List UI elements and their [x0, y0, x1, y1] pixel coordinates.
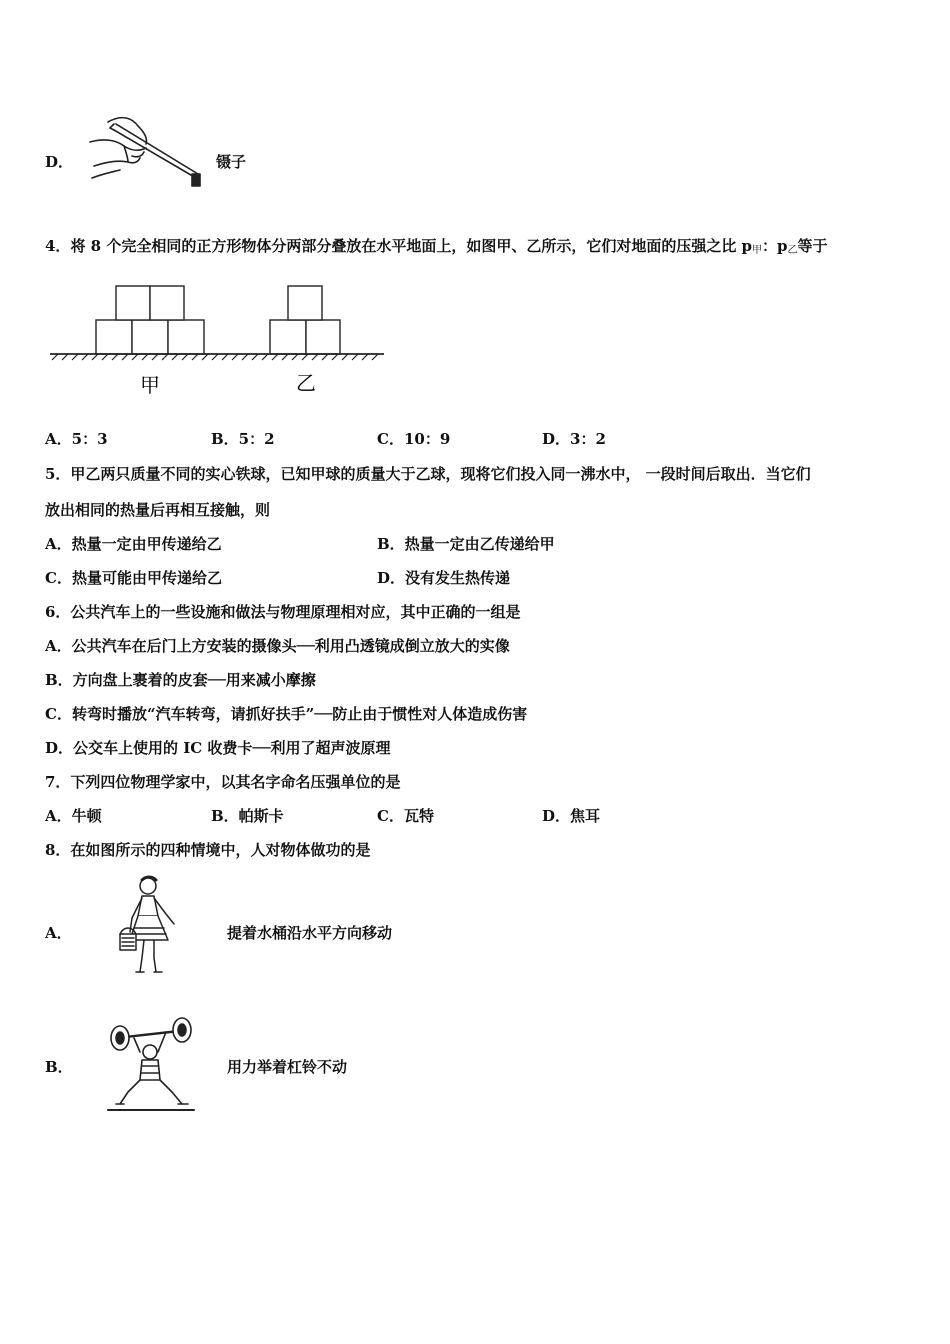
block	[168, 320, 204, 354]
q7-option-c: C．瓦特	[377, 807, 434, 825]
q5-option-d: D．没有发生热传递	[377, 569, 511, 587]
block	[288, 286, 322, 320]
q4-option-b: B．5：2	[211, 430, 275, 448]
q8-option-a-caption: 提着水桶沿水平方向移动	[227, 924, 393, 942]
q4-number: 4．	[45, 237, 71, 255]
q6-option-d: D．公交车上使用的 IC 收费卡──利用了超声波原理	[45, 739, 391, 757]
arm-right	[158, 1032, 166, 1052]
leg-left	[140, 940, 144, 972]
q4-blocks-figure	[48, 280, 388, 400]
q4-option-a: A．5：3	[45, 430, 108, 448]
leg-right	[160, 1080, 182, 1104]
q4-stem-text: 将 8 个完全相同的正方形物体分两部分叠放在水平地面上，如图甲、乙所示，它们对地面的压强之比 p	[70, 237, 753, 255]
leg-right	[154, 940, 156, 972]
q4-option-c: C．10：9	[377, 430, 451, 448]
ground	[50, 354, 384, 360]
q7-option-a: A．牛顿	[45, 807, 102, 825]
q4-sub-jia: 甲	[752, 245, 763, 256]
block	[306, 320, 340, 354]
q4-sub-yi: 乙	[787, 245, 798, 256]
q6-option-a: A．公共汽车在后门上方安装的摄像头──利用凸透镜成倒立放大的实像	[45, 637, 510, 655]
label-jia: 甲	[140, 373, 160, 397]
q3-option-d-letter: D．	[45, 153, 74, 171]
block	[150, 286, 184, 320]
q5-option-a: A．热量一定由甲传递给乙	[45, 535, 222, 553]
q8-option-a-letter: A．	[45, 924, 72, 942]
q6-stem: 6．公共汽车上的一些设施和做法与物理原理相对应，其中正确的一组是	[45, 603, 521, 621]
block	[132, 320, 168, 354]
tweezers-figure	[88, 112, 216, 194]
q5-option-c: C．热量可能由甲传递给乙	[45, 569, 222, 587]
q5-line1: 5．甲乙两只质量不同的实心铁球，已知甲球的质量大于乙球，现将它们投入同一沸水中， 一段时间后取出．当它们	[45, 465, 811, 483]
q7-stem: 7．下列四位物理学家中，以其名字命名压强单位的是	[45, 773, 401, 791]
person-carrying-bucket-figure	[112, 874, 182, 978]
head	[143, 1045, 157, 1059]
q8-option-b-caption: 用力举着杠铃不动	[227, 1058, 348, 1076]
arm-left	[134, 1038, 140, 1052]
torso	[140, 1060, 160, 1080]
block	[96, 320, 132, 354]
weightlifter-figure	[106, 1016, 198, 1114]
q3-option-d-caption: 镊子	[216, 153, 247, 171]
q6-option-b: B．方向盘上裹着的皮套──用来减小摩擦	[45, 671, 316, 689]
leg-left	[120, 1080, 140, 1104]
q4-stem	[45, 236, 828, 261]
q5-line2: 放出相同的热量后再相互接触，则	[45, 501, 271, 519]
q4-option-d: D．3：2	[542, 430, 606, 448]
q6-option-c: C．转弯时播放“汽车转弯，请抓好扶手”──防止由于惯性对人体造成伤害	[45, 705, 528, 723]
held-object	[192, 174, 200, 186]
q4-tail: 等于	[797, 237, 828, 255]
q4-colon: ：p	[762, 237, 788, 255]
block	[270, 320, 306, 354]
block	[116, 286, 150, 320]
label-yi: 乙	[296, 371, 316, 395]
q5-option-b: B．热量一定由乙传递给甲	[377, 535, 555, 553]
q7-option-d: D．焦耳	[542, 807, 601, 825]
q7-option-b: B．帕斯卡	[211, 807, 284, 825]
q8-stem: 8．在如图所示的四种情境中，人对物体做功的是	[45, 841, 371, 859]
q8-option-b-letter: B．	[45, 1058, 73, 1076]
